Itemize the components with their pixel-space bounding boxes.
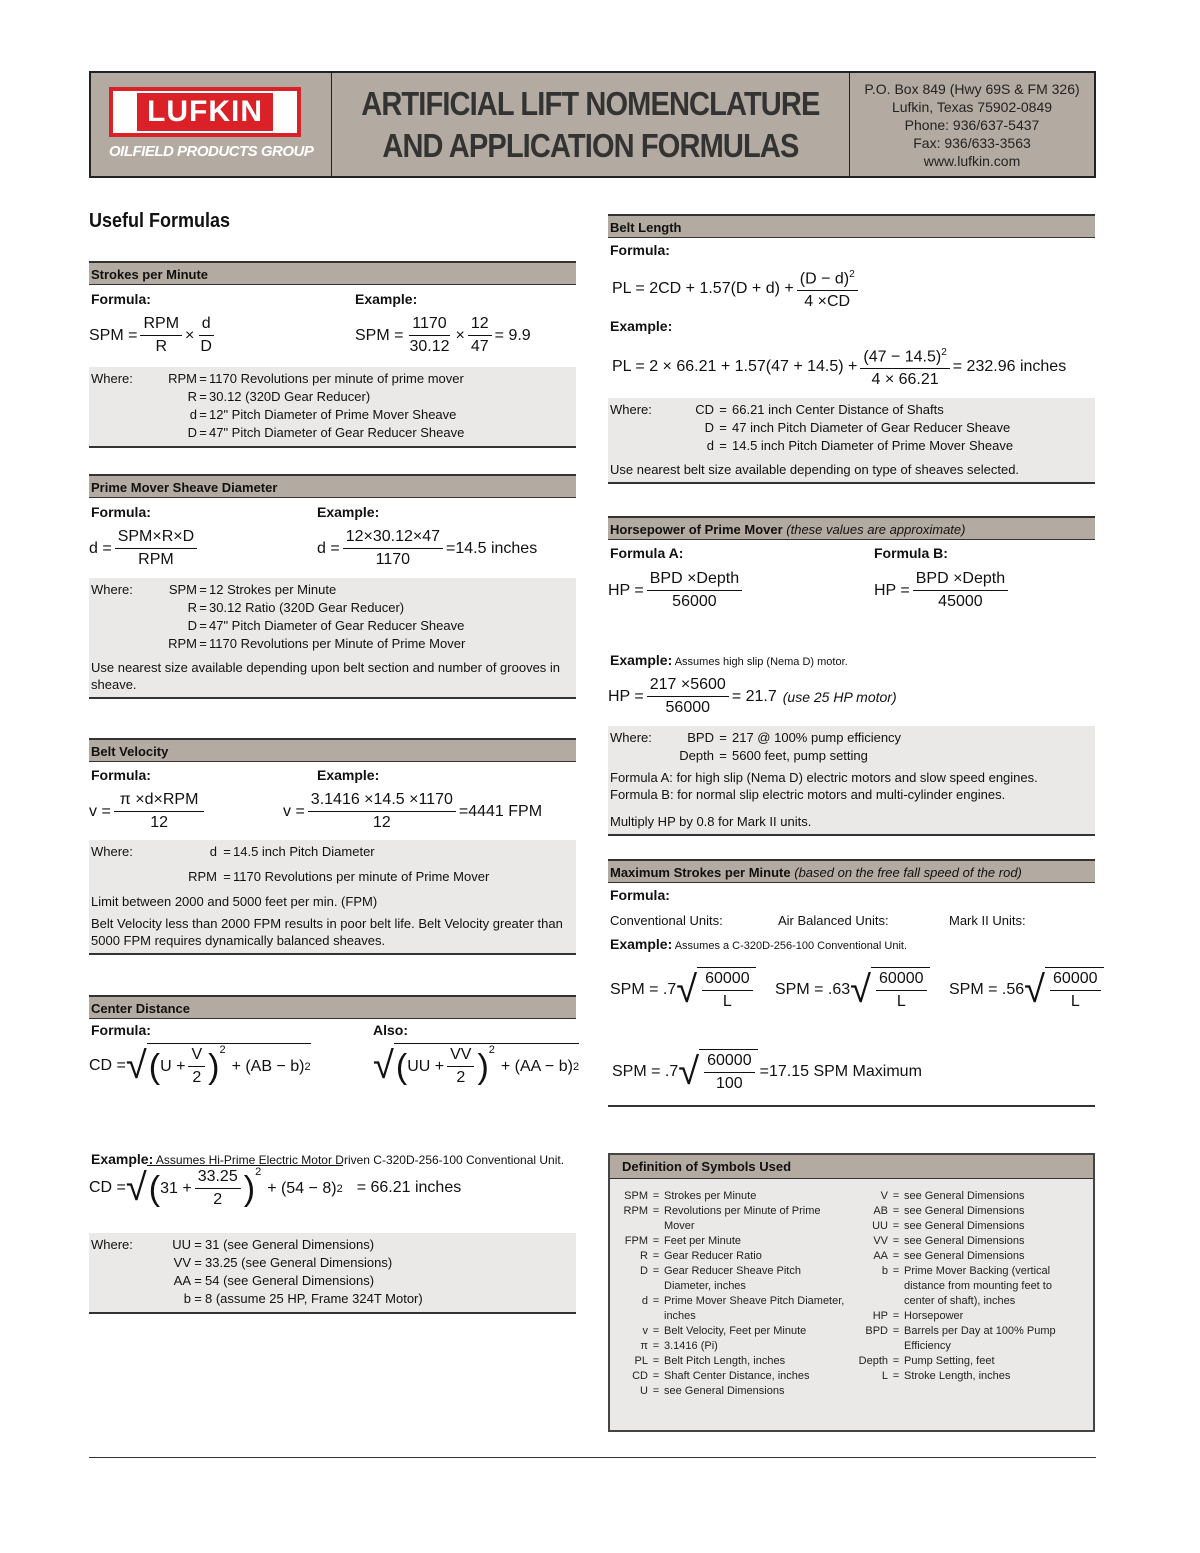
address-line: P.O. Box 849 (Hwy 69S & FM 326): [864, 80, 1080, 97]
horsepower-section: [608, 516, 1095, 836]
definitions-left-column: [610, 1189, 850, 1399]
formula-a-label: Formula A:: [610, 545, 684, 561]
lufkin-logo: [91, 73, 332, 176]
section-bar: Horsepower of Prime Mover (these values are approximate): [608, 516, 1095, 540]
where-block: Where: RPM = 1170 Revolutions per minute of prime mover R = 30.12 (320D Gear Reducer) d = 12" Pitch Diameter of Prime Mover Sheave D = 47" Pitch Diameter of Gear Reducer Sheave: [89, 367, 576, 448]
spm-example: SPM = $\frac{1170}{30.12}$ × $\frac{12}{47}$ = 9.9: [355, 315, 531, 355]
msm-formula-air-balanced: SPM = .63 √ $\frac{60000}{L}$: [775, 967, 930, 1013]
formula-label: Formula:: [610, 887, 670, 903]
formula-label: Formula:: [91, 767, 151, 783]
units-label: Conventional Units:: [610, 913, 723, 928]
spm-formula: SPM = $\frac{\text{RPM}}{R}$ × $\frac{d}{D}$: [89, 315, 212, 355]
example-label: Example:: [317, 767, 380, 783]
center-distance-section: [89, 995, 580, 1314]
formula-label: Formula:: [610, 242, 670, 258]
hp-formula-b: HP = $\frac{\text{BPD ×Depth}}{45000}$: [874, 568, 1011, 613]
header-banner: [89, 71, 1096, 178]
hp-example: HP = $\frac{217 \times 5600}{56000}$ = 21.7 (use 25 HP motor): [608, 676, 897, 716]
definition-row: RPM = Revolutions per Minute of Prime Mover: [623, 1205, 821, 1232]
definitions-box: [608, 1153, 1095, 1432]
definition-row: b = Prime Mover Backing (vertical distance from mounting feet to center of shaft), inches: [881, 1265, 1052, 1307]
footer-rule: [89, 1457, 1096, 1458]
example-label: Example:: [355, 291, 418, 307]
cd-also-formula: √ ( UU + $\frac{VV}{2}$ ) $^2$ + (AA − b) 2: [373, 1044, 580, 1087]
strokes-per-minute-section: [89, 261, 576, 448]
phone-line: Phone: 936/637-5437: [904, 116, 1040, 133]
note-text: Formula A: for high slip (Nema D) electric motors and slow speed engines.: [610, 770, 1038, 785]
definition-row: PL = Belt Pitch Length, inches: [634, 1355, 786, 1367]
formula-label: Formula:: [91, 291, 151, 307]
title-line-2: AND APPLICATION FORMULAS: [382, 126, 799, 164]
note-text: Multiply HP by 0.8 for Mark II units.: [610, 814, 812, 829]
definition-row: AA = see General Dimensions: [873, 1250, 1025, 1262]
section-bar: Belt Length: [608, 214, 1095, 238]
definition-row: CD = Shaft Center Distance, inches: [632, 1370, 810, 1382]
website-link[interactable]: www.lufkin.com: [923, 152, 1021, 169]
where-block: Where: BPD = 217 @ 100% pump efficiency Depth = 5600 feet, pump setting Formula A: for high slip (Nema D) electric motors and slow speed engines. Formula B: for normal slip electric motors and multi-cylinder engines. Multiply HP by 0.8 for Mark II units.: [608, 726, 1095, 836]
definition-row: BPD = Barrels per Day at 100% Pump Efficiency: [865, 1325, 1056, 1352]
max-strokes-section: [608, 859, 1098, 1107]
belt-length-section: [608, 214, 1095, 484]
note-text: Belt Velocity less than 2000 FPM results in poor belt life. Belt Velocity greater than 5000 FPM requires dynamically balanced sheaves.: [91, 916, 563, 948]
definition-row: FPM = Feet per Minute: [624, 1235, 742, 1247]
bl-formula: PL = 2CD + 1.57(D + d) + $\frac{(D - d)^2}{4 \times CD}$: [612, 264, 861, 313]
hp-example-note: Example: Assumes high slip (Nema D) motor.: [610, 652, 848, 668]
definition-row: v = Belt Velocity, Feet per Minute: [642, 1325, 807, 1337]
section-bar: Strokes per Minute: [89, 261, 576, 285]
section-heading: Useful Formulas: [89, 210, 231, 232]
definition-row: AB = see General Dimensions: [873, 1205, 1025, 1217]
formula-label: Formula:: [91, 1022, 151, 1038]
definition-row: VV = see General Dimensions: [873, 1235, 1025, 1247]
title-line-1: ARTIFICIAL LIFT NOMENCLATURE: [361, 84, 820, 122]
bv-formula: v = $\frac{\text{π ×d×RPM}}{12}$: [89, 789, 207, 834]
where-block: Where: CD = 66.21 inch Center Distance of Shafts D = 47 inch Pitch Diameter of Gear Reducer Sheave d = 14.5 inch Pitch Diameter of Prime Mover Sheave Use nearest belt size available depending on type of sheaves selected.: [608, 398, 1095, 484]
pmsd-example: d = $\frac{12\times 30.12\times 47}{1170}$ =14.5 inches: [317, 528, 538, 568]
msm-formula-conventional: SPM = .7 √ $\frac{60000}{L}$: [610, 967, 756, 1013]
definition-row: R = Gear Reducer Ratio: [640, 1250, 762, 1262]
formula-label: Formula:: [91, 504, 151, 520]
page-title: [332, 73, 850, 176]
note-text: Use nearest belt size available depending on type of sheaves selected.: [610, 462, 1020, 477]
where-block: Where: SPM = 12 Strokes per Minute R = 30.12 Ratio (320D Gear Reducer) D = 47" Pitch Diameter of Gear Reducer Sheave RPM = 1170 Revolutions per Minute of Prime Mover Use nearest size available depending upon belt section and number of grooves in sheave.: [89, 578, 576, 699]
where-block: Where: UU = 31 (see General Dimensions) VV = 33.25 (see General Dimensions) AA = 54 (see General Dimensions) b = 8 (assume 25 HP, Frame 324T Motor): [89, 1233, 576, 1314]
definition-row: SPM = Strokes per Minute: [624, 1190, 757, 1202]
section-bar: Center Distance: [89, 995, 576, 1019]
section-bar: Prime Mover Sheave Diameter: [89, 474, 576, 498]
definition-row: U = see General Dimensions: [640, 1385, 785, 1397]
definition-row: UU = see General Dimensions: [872, 1220, 1025, 1232]
example-label: Example:: [610, 318, 673, 334]
definition-row: HP = Horsepower: [872, 1310, 964, 1322]
example-label: Example:: [317, 504, 380, 520]
section-bar: Maximum Strokes per Minute (based on the free fall speed of the rod): [608, 859, 1095, 883]
hp-formula-a: HP = $\frac{\text{BPD ×Depth}}{56000}$: [608, 568, 745, 613]
section-bar: Belt Velocity: [89, 738, 576, 762]
note-text: Formula B: for normal slip electric motors and multi-cylinder engines.: [610, 787, 1006, 802]
units-label: Mark II Units:: [949, 913, 1026, 928]
fax-line: Fax: 936/633-3563: [913, 134, 1031, 151]
pmsd-formula: d = $\frac{\text{SPM×R×D}}{\text{RPM}}$: [89, 526, 200, 571]
logo-text: LUFKIN: [137, 93, 273, 131]
also-label: Also:: [373, 1022, 408, 1038]
definitions-right-column: [850, 1189, 1085, 1399]
formula-b-label: Formula B:: [874, 545, 948, 561]
definition-row: V = see General Dimensions: [880, 1190, 1025, 1202]
units-label: Air Balanced Units:: [778, 913, 889, 928]
definition-row: d = Prime Mover Sheave Pitch Diameter, inches: [641, 1295, 845, 1322]
section-bar: Definition of Symbols Used: [610, 1155, 1093, 1179]
bl-example: PL = 2 × 66.21 + 1.57(47 + 14.5) + $\frac{(47 - 14.5)^2}{4 \times 66.21}$ = 232.96 inches: [612, 342, 1066, 391]
belt-velocity-section: [89, 738, 576, 955]
definition-row: Depth = Pump Setting, feet: [858, 1355, 995, 1367]
note-text: Use nearest size available depending upon belt section and number of grooves in sheave.: [91, 660, 561, 692]
address-line: Lufkin, Texas 75902-0849: [891, 98, 1053, 115]
logo-subtitle: OILFIELD PRODUCTS GROUP: [109, 143, 314, 160]
contact-address: [850, 73, 1094, 176]
cd-example: CD = √ ( 31 + $\frac{33.25}{2}$ ) $^2$ + (54 − 8) 2 = 66.21 inches: [89, 1166, 462, 1209]
definition-row: D = Gear Reducer Sheave Pitch Diameter, inches: [640, 1265, 801, 1292]
bv-example: v = $\frac{3.1416 \times 14.5 \times 1170}{12}$ =4441 FPM: [283, 791, 543, 831]
msm-formula-mark-ii: SPM = .56 √ $\frac{60000}{L}$: [949, 967, 1104, 1013]
msm-example-note: Example: Assumes a C-320D-256-100 Conventional Unit.: [610, 936, 908, 952]
cd-example-note: Example: Assumes Hi-Prime Electric Motor Driven C-320D-256-100 Conventional Unit.: [91, 1151, 565, 1167]
cd-formula: CD = √ ( U + $\frac{V}{2}$ ) $^2$ + (AB − b) 2: [89, 1044, 311, 1087]
where-block: Where: d = 14.5 inch Pitch Diameter RPM = 1170 Revolutions per minute of Prime Mover Limit between 2000 and 5000 feet per min. (FPM) Belt Velocity less than 2000 FPM results in poor belt life. Belt Velocity greater than 5000 FPM requires dynamically balanced sheaves.: [89, 840, 576, 955]
msm-example: SPM = .7 √ $\frac{60000}{100}$ =17.15 SPM Maximum: [612, 1051, 922, 1093]
prime-mover-sheave-section: [89, 474, 576, 699]
note-text: Limit between 2000 and 5000 feet per min. (FPM): [91, 894, 378, 909]
definition-row: π = 3.1416 (Pi): [640, 1340, 718, 1352]
definition-row: L = Stroke Length, inches: [881, 1370, 1011, 1382]
